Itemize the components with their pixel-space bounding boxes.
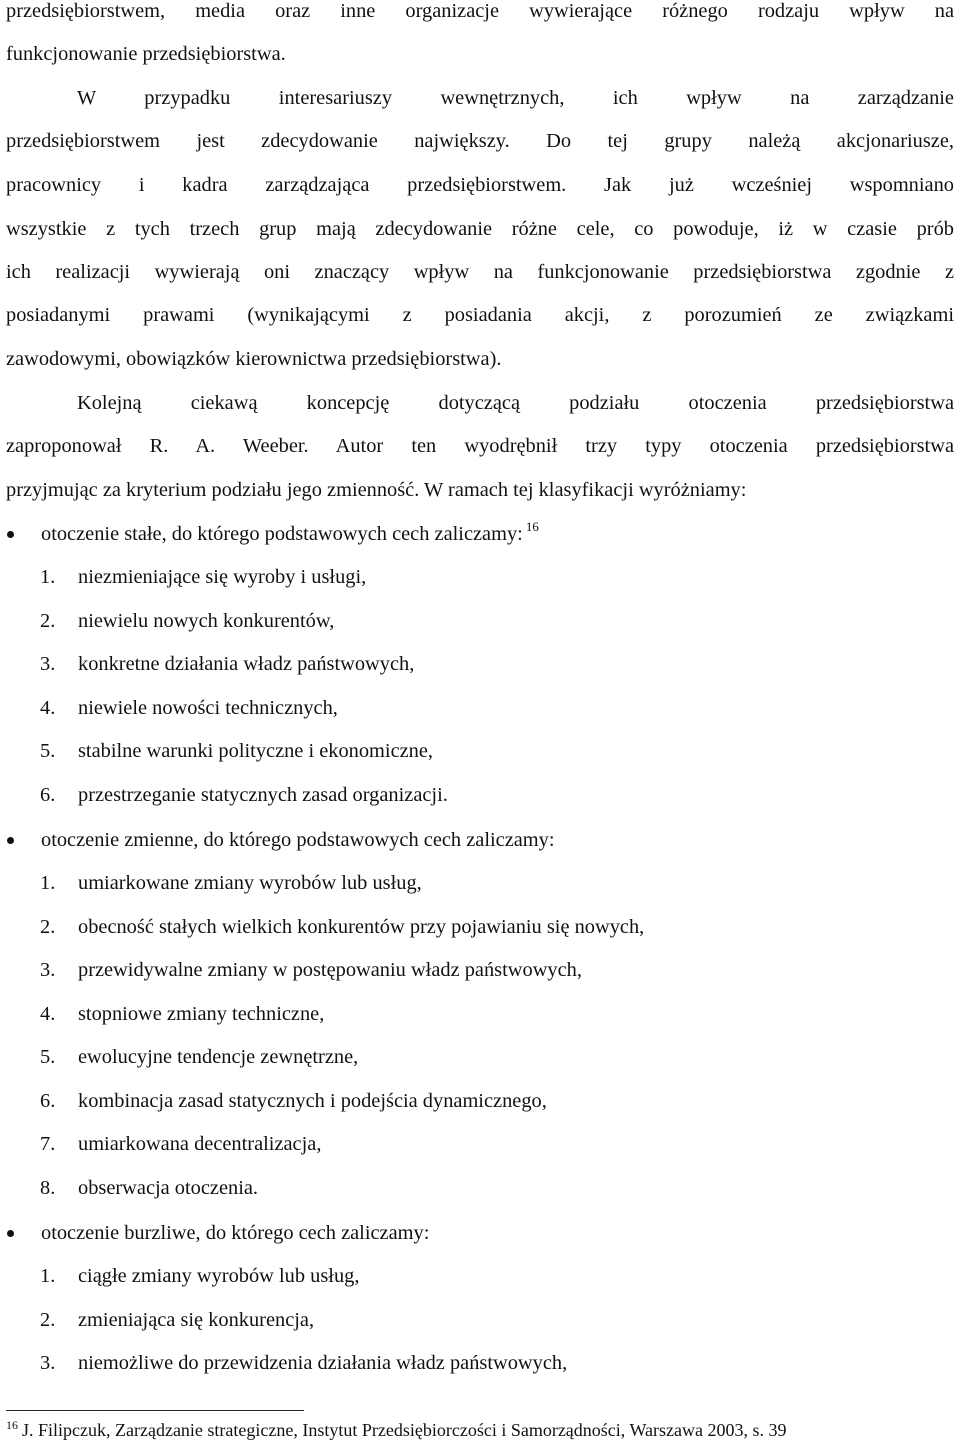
list-text: kombinacja zasad statycznych i podejścia dynamicznego, xyxy=(78,1090,547,1112)
list-text: przestrzeganie statycznych zasad organizacji. xyxy=(78,784,448,806)
bullet-item-changing-environment xyxy=(0,825,960,855)
paragraph-line: W przypadku interesariuszy wewnętrznych, ich wpływ na zarządzanie xyxy=(77,87,954,109)
list-text: niewielu nowych konkurentów, xyxy=(78,610,335,632)
list-number: 8. xyxy=(40,1177,56,1199)
bullet-heading: otoczenie stałe, do którego podstawowych cech zaliczamy: $^{16}$ xyxy=(41,519,539,545)
footnote-mark: 16 xyxy=(6,1418,18,1432)
list-number: 7. xyxy=(40,1133,56,1155)
list-number: 2. xyxy=(40,610,56,632)
list-item xyxy=(40,1129,940,1159)
list-number: 4. xyxy=(40,697,56,719)
bullet-item-stable-environment xyxy=(0,519,960,549)
list-item xyxy=(40,693,940,723)
list-text: stopniowe zmiany techniczne, xyxy=(78,1003,325,1025)
list-number: 5. xyxy=(40,740,56,762)
paragraph-line: wszystkie z tych trzech grup mają zdecydowanie różne cele, co powoduje, iż w czasie prób xyxy=(6,218,954,240)
list-text: niewiele nowości technicznych, xyxy=(78,697,338,719)
list-item xyxy=(40,999,940,1029)
bullet-heading: otoczenie burzliwe, do którego cech zaliczamy: xyxy=(41,1222,430,1244)
list-item xyxy=(40,1261,940,1291)
footnote-separator xyxy=(6,1410,304,1411)
paragraph-line: zaproponował R. A. Weeber. Autor ten wyodrębnił trzy typy otoczenia przedsiębiorstwa xyxy=(6,435,954,457)
bullet-icon xyxy=(7,1230,14,1237)
paragraph-line: posiadanymi prawami (wynikającymi z posiadania akcji, z porozumień ze związkami xyxy=(6,304,954,326)
list-item xyxy=(40,562,940,592)
list-item xyxy=(40,868,940,898)
paragraph-line: przedsiębiorstwem jest zdecydowanie największy. Do tej grupy należą akcjonariusze, xyxy=(6,130,954,152)
footnote-reference: 16 xyxy=(525,519,539,534)
list-text: niemożliwe do przewidzenia działania władz państwowych, xyxy=(78,1352,568,1374)
list-number: 4. xyxy=(40,1003,56,1025)
list-text: umiarkowane zmiany wyrobów lub usług, xyxy=(78,872,422,894)
paragraph-line: ich realizacji wywierają oni znaczący wpływ na funkcjonowanie przedsiębiorstwa zgodnie z xyxy=(6,261,954,283)
paragraph-line: pracownicy i kadra zarządzająca przedsiębiorstwem. Jak już wcześniej wspomniano xyxy=(6,174,954,196)
list-item xyxy=(40,1086,940,1116)
paragraph-line: zawodowymi, obowiązków kierownictwa przedsiębiorstwa). xyxy=(6,348,502,370)
list-number: 6. xyxy=(40,1090,56,1112)
list-item xyxy=(40,736,940,766)
list-text: niezmieniające się wyroby i usługi, xyxy=(78,566,367,588)
list-item xyxy=(40,1305,940,1335)
bullet-icon xyxy=(7,531,14,538)
list-text: przewidywalne zmiany w postępowaniu władz państwowych, xyxy=(78,959,582,981)
list-text: konkretne działania władz państwowych, xyxy=(78,653,415,675)
list-text: ewolucyjne tendencje zewnętrzne, xyxy=(78,1046,359,1068)
list-number: 3. xyxy=(40,959,56,981)
list-text: zmieniająca się konkurencja, xyxy=(78,1309,315,1331)
list-number: 5. xyxy=(40,1046,56,1068)
list-item xyxy=(40,1173,940,1203)
list-text: obecność stałych wielkich konkurentów przy pojawianiu się nowych, xyxy=(78,916,645,938)
list-item xyxy=(40,912,940,942)
list-number: 1. xyxy=(40,872,56,894)
paragraph-line: przyjmując za kryterium podziału jego zmienność. W ramach tej klasyfikacji wyróżniamy: xyxy=(6,479,747,501)
list-item xyxy=(40,1348,940,1378)
paragraph-line: funkcjonowanie przedsiębiorstwa. xyxy=(6,43,286,65)
list-text: stabilne warunki polityczne i ekonomiczne, xyxy=(78,740,434,762)
list-item xyxy=(40,780,940,810)
list-number: 1. xyxy=(40,566,56,588)
list-text: umiarkowana decentralizacja, xyxy=(78,1133,322,1155)
footnote xyxy=(6,1417,786,1443)
list-item xyxy=(40,606,940,636)
list-item xyxy=(40,649,940,679)
list-text: ciągłe zmiany wyrobów lub usług, xyxy=(78,1265,360,1287)
paragraph-line: przedsiębiorstwem, media oraz inne organizacje wywierające różnego rodzaju wpływ na xyxy=(6,0,954,22)
list-item xyxy=(40,955,940,985)
list-number: 2. xyxy=(40,916,56,938)
list-item xyxy=(40,1042,940,1072)
list-number: 3. xyxy=(40,653,56,675)
bullet-icon xyxy=(7,837,14,844)
footnote-text: J. Filipczuk, Zarządzanie strategiczne, Instytut Przedsiębiorczości i Samorządności, Warszawa 2003, s. 39 xyxy=(22,1420,787,1440)
paragraph-line: Kolejną ciekawą koncepcję dotyczącą podziału otoczenia przedsiębiorstwa xyxy=(77,392,954,414)
list-number: 1. xyxy=(40,1265,56,1287)
list-number: 6. xyxy=(40,784,56,806)
list-number: 3. xyxy=(40,1352,56,1374)
bullet-item-turbulent-environment xyxy=(0,1218,960,1248)
list-number: 2. xyxy=(40,1309,56,1331)
list-text: obserwacja otoczenia. xyxy=(78,1177,259,1199)
bullet-heading: otoczenie zmienne, do którego podstawowych cech zaliczamy: xyxy=(41,829,555,851)
